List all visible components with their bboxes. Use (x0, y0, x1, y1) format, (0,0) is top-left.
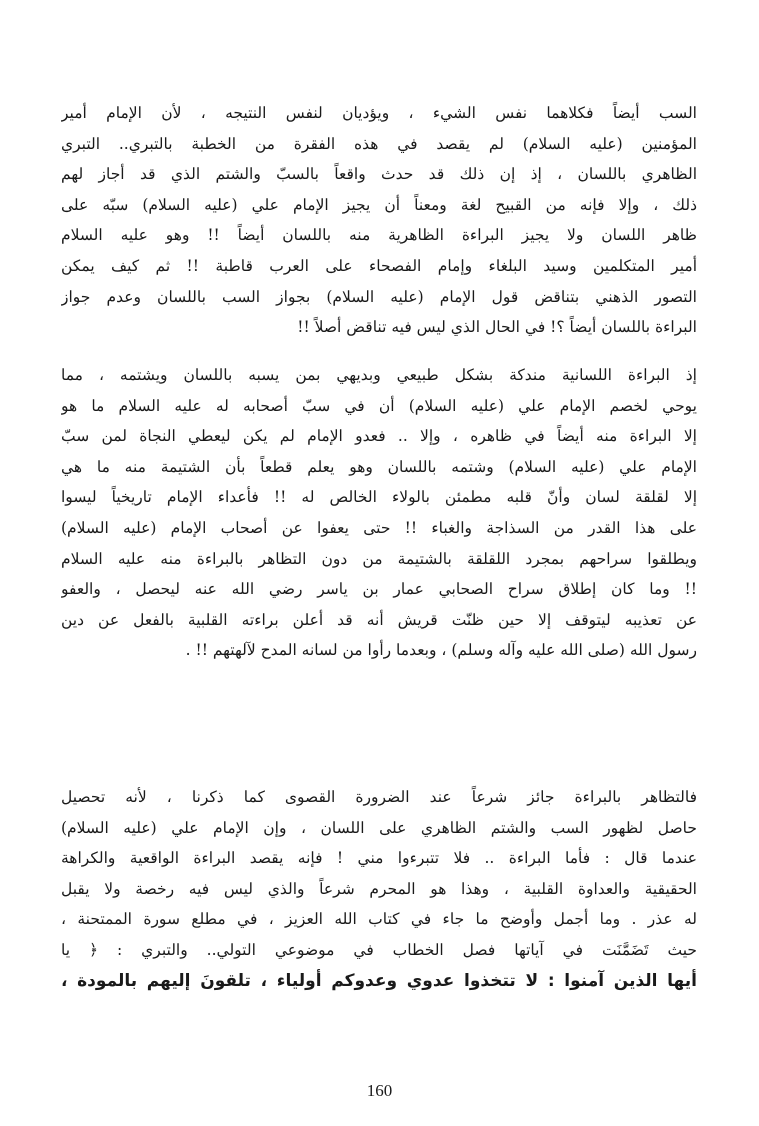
paragraph-2 (61, 360, 697, 666)
text-line: المؤمنين (عليه السلام) لم يقصد في هذه الفقرة من الخطبة بالتبري.. التبري (61, 134, 697, 153)
text-line: له عذر . وما أجمل وأوضح ما جاء في كتاب الله العزيز ، في مطلع سورة الممتحنة ، (61, 910, 697, 929)
text-line: إلا البراءة منه أيضاً في ظاهره ، وإلا .. فعدو الإمام لم يكن ليعطي النجاة لمن سبّ (61, 427, 697, 446)
text-line: عندما قال : فأما البراءة .. فلا تتبرءوا مني ! فإنه يقصد البراءة الواقعية والكراهة (61, 849, 697, 868)
text-line: التصور الذهني بتناقض قول الإمام (عليه السلام) بجواز السب باللسان وعدم جواز (61, 287, 697, 306)
text-line: حيث تَضَمَّنَت في آياتها فصل الخطاب في موضوعي التولي.. والتبري : ﴿ يا (61, 940, 697, 959)
quran-verse-line: أيها الذين آمنوا : لا تتخذوا عدوي وعدوكم أولياء ، تلقونَ إليهم بالمودة ، (61, 970, 697, 991)
text-line: البراءة باللسان أيضاً ؟! في الحال الذي ليس فيه تناقض أصلاً !! (297, 318, 697, 337)
text-line: إلا لقلقة لسان وأنّ قلبه مطمئن بالولاء الخالص له !! فأعداء الإمام تاريخياً ليسوا (61, 488, 697, 507)
text-line: رسول الله (صلى الله عليه وآله وسلم) ، وبعدما رأوا من لسانه المدح لآلهتهم !! . (185, 641, 697, 660)
text-line: ذلك ، وإلا فإنه من القبيح لغة ومعناً أن يجيز الإمام علي (عليه السلام) سبّه على (61, 195, 697, 214)
text-line: يوحي لخصم الإمام علي (عليه السلام) أن في سبّ أصحابه له عليه السلام ما هو (61, 396, 697, 415)
paragraph-1 (61, 98, 697, 343)
text-line: الحقيقية والعداوة القلبية ، وهذا هو المحرم شرعاً والذي ليس فيه رخصة ولا يقبل (61, 879, 697, 898)
text-line: على هذا القدر من السذاجة والغباء !! حتى يعفوا عن أصحاب الإمام (عليه السلام) (61, 518, 697, 537)
paragraph-3 (61, 782, 697, 996)
text-line: الإمام علي (عليه السلام) وشتمه باللسان وهو يعلم قطعاً بأن الشتيمة منه ما هي (61, 457, 697, 476)
text-line: السب أيضاً فكلاهما نفس الشيء ، ويؤديان لنفس النتيجه ، لأن الإمام أمير (61, 104, 697, 122)
text-line: فالتظاهر بالبراءة جائز شرعاً عند الضرورة القصوى كما ذكرنا ، لأنه تحصيل (61, 788, 697, 806)
text-line: !! وما كان إطلاق سراح الصحابي عمار بن ياسر رضي الله عنه ليحصل ، والعفو (61, 580, 697, 599)
text-line: أمير المتكلمين وسيد البلغاء وإمام الفصحاء على العرب قاطبة !! ثم كيف يمكن (61, 256, 697, 275)
text-line: الظاهري باللسان ، إذ إن ذلك قد حدث واقعاً بالسبّ والشتم الذي قد أجاز لهم (61, 165, 697, 184)
text-line: عن تعذيبه ليتوقف إلا حين ظنّت قريش أنه قد أعلن براءته القلبية بالفعل عن دين (61, 610, 697, 629)
text-line: ظاهر اللسان ولا يجيز البراءة الظاهرية منه باللسان أيضاً !! وهو عليه السلام (61, 226, 697, 245)
text-line: حاصل لظهور السب والشتم الظاهري على اللسان ، وإن الإمام علي (عليه السلام) (61, 818, 697, 837)
text-line: ويطلقوا سراحهم بمجرد اللقلقة بالشتيمة من دون التظاهر بالبراءة منه عليه السلام (61, 549, 697, 568)
page-number: 160 (366, 1081, 393, 1100)
text-line: إذ البراءة اللسانية مندكة بشكل طبيعي وبديهي بمن يسبه باللسان ويشتمه ، مما (61, 366, 697, 384)
